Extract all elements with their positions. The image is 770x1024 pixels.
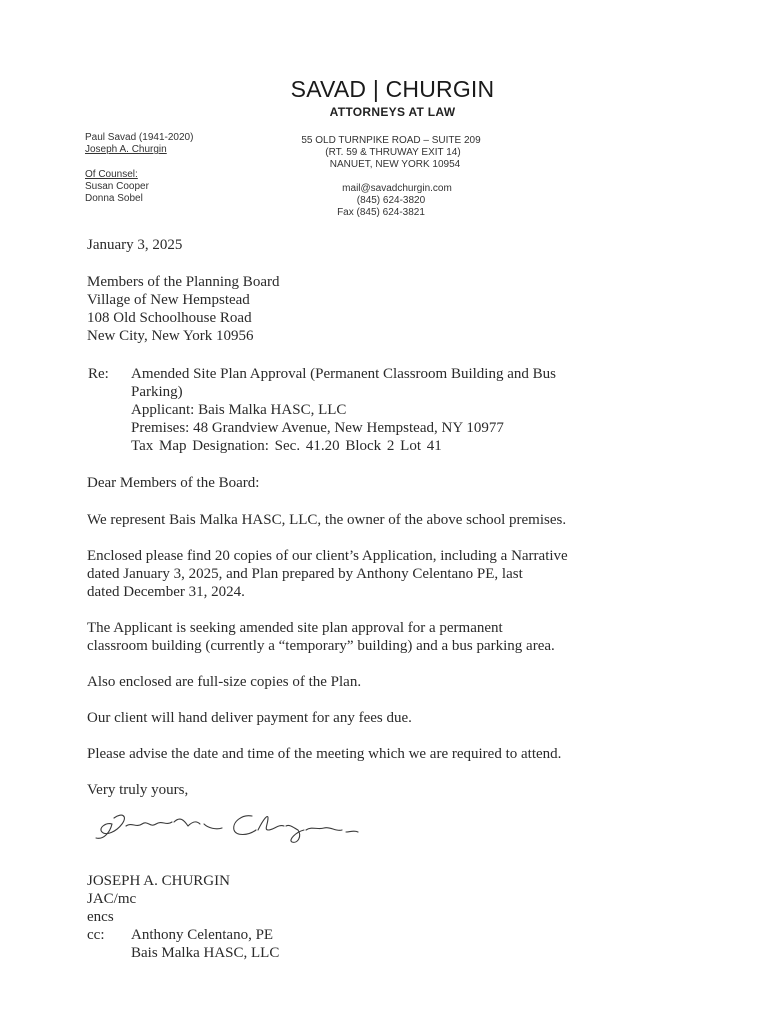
recipient-line-1: Members of the Planning Board bbox=[87, 274, 280, 290]
re-line-3: Applicant: Bais Malka HASC, LLC bbox=[131, 402, 347, 418]
cc-label: cc: bbox=[87, 927, 105, 943]
paragraph-4-line-1: Also enclosed are full-size copies of the Plan. bbox=[87, 674, 362, 690]
paragraph-2-line-3: dated December 31, 2024. bbox=[87, 584, 245, 600]
email: mail@savadchurgin.com bbox=[342, 183, 452, 194]
paragraph-5-line-1: Our client will hand deliver payment for any fees due. bbox=[87, 710, 412, 726]
phone: (845) 624-3820 bbox=[356, 195, 426, 206]
letter-date: January 3, 2025 bbox=[87, 237, 183, 253]
paragraph-1-line-1: We represent Bais Malka HASC, LLC, the owner of the above school premises. bbox=[87, 512, 567, 528]
signature-image bbox=[92, 808, 362, 853]
of-counsel-label: Of Counsel: bbox=[85, 169, 138, 180]
address-line-2: (RT. 59 & THRUWAY EXIT 14) bbox=[325, 147, 461, 158]
re-line-5: Tax Map Designation: Sec. 41.20 Block 2 Lot 41 bbox=[131, 438, 442, 454]
closing: Very truly yours, bbox=[87, 782, 189, 798]
address-line-1: 55 OLD TURNPIKE ROAD – SUITE 209 bbox=[301, 135, 481, 146]
enclosures: encs bbox=[87, 909, 114, 925]
firm-name: SAVAD | CHURGIN bbox=[290, 76, 495, 102]
attorney-2: Joseph A. Churgin bbox=[85, 144, 167, 155]
paragraph-6-line-1: Please advise the date and time of the meeting which we are required to attend. bbox=[87, 746, 562, 762]
paragraph-2-line-2: dated January 3, 2025, and Plan prepared by Anthony Celentano PE, last bbox=[87, 566, 523, 582]
signer-name: JOSEPH A. CHURGIN bbox=[87, 873, 230, 889]
recipient-line-4: New City, New York 10956 bbox=[87, 328, 254, 344]
re-line-1: Amended Site Plan Approval (Permanent Classroom Building and Bus bbox=[131, 366, 556, 382]
paragraph-3-line-1: The Applicant is seeking amended site plan approval for a permanent bbox=[87, 620, 503, 636]
re-line-2: Parking) bbox=[131, 384, 183, 400]
cc-recipient-2: Bais Malka HASC, LLC bbox=[131, 945, 280, 961]
address-line-3: NANUET, NEW YORK 10954 bbox=[329, 159, 461, 170]
fax: Fax (845) 624-3821 bbox=[337, 207, 425, 218]
re-label: Re: bbox=[88, 366, 109, 382]
re-line-4: Premises: 48 Grandview Avenue, New Hempstead, NY 10977 bbox=[131, 420, 504, 436]
paragraph-3-line-2: classroom building (currently a “temporary” building) and a bus parking area. bbox=[87, 638, 555, 654]
paragraph-2-line-1: Enclosed please find 20 copies of our client’s Application, including a Narrative bbox=[87, 548, 568, 564]
recipient-line-3: 108 Old Schoolhouse Road bbox=[87, 310, 252, 326]
firm-subtitle: ATTORNEYS AT LAW bbox=[329, 105, 456, 119]
recipient-line-2: Village of New Hempstead bbox=[87, 292, 250, 308]
of-counsel-1: Susan Cooper bbox=[85, 181, 149, 192]
initials: JAC/mc bbox=[87, 891, 137, 907]
of-counsel-2: Donna Sobel bbox=[85, 193, 143, 204]
cc-recipient-1: Anthony Celentano, PE bbox=[131, 927, 274, 943]
attorney-1: Paul Savad (1941-2020) bbox=[85, 132, 194, 143]
salutation: Dear Members of the Board: bbox=[87, 475, 260, 491]
